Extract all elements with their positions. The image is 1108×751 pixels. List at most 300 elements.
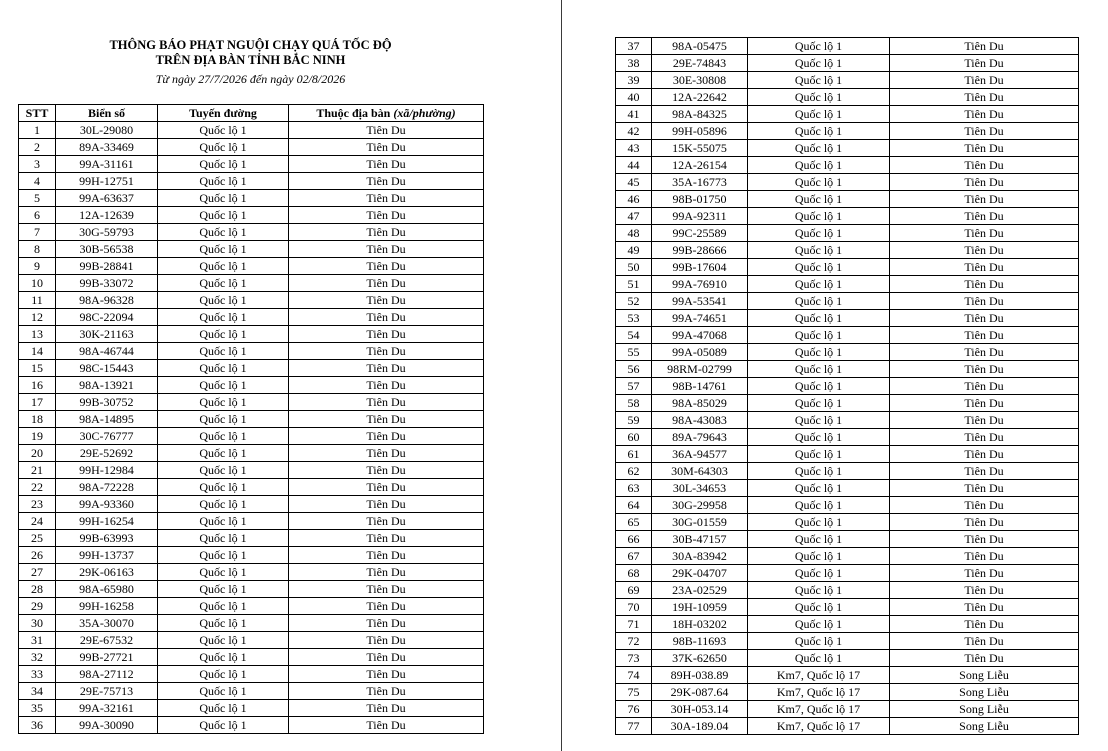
cell-route: Quốc lộ 1 <box>158 360 289 377</box>
table-row <box>616 191 1079 208</box>
cell-stt: 4 <box>19 173 56 190</box>
cell-stt: 35 <box>19 700 56 717</box>
cell-area: Song Liễu <box>890 684 1079 701</box>
cell-plate: 99C-25589 <box>652 225 748 242</box>
table-row <box>616 412 1079 429</box>
cell-plate: 99H-12984 <box>56 462 158 479</box>
cell-area: Tiên Du <box>289 360 484 377</box>
table-row <box>616 378 1079 395</box>
cell-plate: 12A-12639 <box>56 207 158 224</box>
cell-area: Tiên Du <box>890 446 1079 463</box>
cell-plate: 98A-85029 <box>652 395 748 412</box>
cell-plate: 98A-05475 <box>652 38 748 55</box>
cell-plate: 99A-74651 <box>652 310 748 327</box>
header-area-note: (xã/phường) <box>393 105 456 120</box>
cell-route: Km7, Quốc lộ 17 <box>748 667 890 684</box>
cell-plate: 89A-33469 <box>56 139 158 156</box>
cell-plate: 30E-30808 <box>652 72 748 89</box>
cell-stt: 20 <box>19 445 56 462</box>
cell-stt: 12 <box>19 309 56 326</box>
cell-area: Tiên Du <box>890 429 1079 446</box>
cell-area: Tiên Du <box>289 479 484 496</box>
cell-plate: 99A-53541 <box>652 293 748 310</box>
cell-route: Quốc lộ 1 <box>158 343 289 360</box>
cell-route: Quốc lộ 1 <box>158 496 289 513</box>
table-row <box>19 530 484 547</box>
cell-stt: 23 <box>19 496 56 513</box>
cell-area: Tiên Du <box>890 106 1079 123</box>
cell-stt: 29 <box>19 598 56 615</box>
cell-route: Quốc lộ 1 <box>748 191 890 208</box>
cell-area: Tiên Du <box>289 275 484 292</box>
cell-stt: 9 <box>19 258 56 275</box>
cell-route: Quốc lộ 1 <box>158 462 289 479</box>
cell-route: Quốc lộ 1 <box>748 293 890 310</box>
cell-plate: 29E-75713 <box>56 683 158 700</box>
cell-route: Quốc lộ 1 <box>748 123 890 140</box>
cell-stt: 39 <box>616 72 652 89</box>
cell-route: Quốc lộ 1 <box>158 598 289 615</box>
cell-plate: 98C-15443 <box>56 360 158 377</box>
cell-stt: 32 <box>19 649 56 666</box>
cell-route: Quốc lộ 1 <box>158 530 289 547</box>
cell-route: Quốc lộ 1 <box>158 139 289 156</box>
cell-plate: 29E-67532 <box>56 632 158 649</box>
table-row <box>19 377 484 394</box>
cell-stt: 31 <box>19 632 56 649</box>
cell-route: Quốc lộ 1 <box>158 224 289 241</box>
cell-plate: 12A-22642 <box>652 89 748 106</box>
cell-stt: 54 <box>616 327 652 344</box>
table-row <box>19 666 484 683</box>
page-divider <box>561 0 562 751</box>
document-date-range: Từ ngày 27/7/2026 đến ngày 02/8/2026 <box>155 72 346 86</box>
cell-area: Song Liễu <box>890 701 1079 718</box>
cell-area: Tiên Du <box>289 496 484 513</box>
table-row <box>19 717 484 734</box>
cell-route: Quốc lộ 1 <box>158 649 289 666</box>
cell-stt: 70 <box>616 599 652 616</box>
cell-plate: 30G-29958 <box>652 497 748 514</box>
cell-route: Quốc lộ 1 <box>748 157 890 174</box>
cell-plate: 30G-59793 <box>56 224 158 241</box>
cell-plate: 98A-27112 <box>56 666 158 683</box>
cell-plate: 98A-72228 <box>56 479 158 496</box>
table-row <box>616 38 1079 55</box>
table-row <box>19 394 484 411</box>
cell-route: Quốc lộ 1 <box>748 378 890 395</box>
cell-area: Tiên Du <box>890 531 1079 548</box>
cell-area: Tiên Du <box>289 564 484 581</box>
cell-plate: 99B-28841 <box>56 258 158 275</box>
cell-plate: 89A-79643 <box>652 429 748 446</box>
cell-area: Tiên Du <box>890 565 1079 582</box>
cell-area: Tiên Du <box>890 191 1079 208</box>
cell-stt: 18 <box>19 411 56 428</box>
table-row <box>616 72 1079 89</box>
cell-route: Quốc lộ 1 <box>748 565 890 582</box>
cell-plate: 99H-13737 <box>56 547 158 564</box>
cell-route: Quốc lộ 1 <box>748 55 890 72</box>
cell-stt: 13 <box>19 326 56 343</box>
cell-route: Quốc lộ 1 <box>748 463 890 480</box>
table-row <box>616 174 1079 191</box>
cell-area: Tiên Du <box>890 140 1079 157</box>
cell-route: Quốc lộ 1 <box>748 395 890 412</box>
cell-route: Quốc lộ 1 <box>748 106 890 123</box>
cell-route: Quốc lộ 1 <box>158 190 289 207</box>
cell-stt: 40 <box>616 89 652 106</box>
cell-plate: 99A-30090 <box>56 717 158 734</box>
header-route: Tuyến đường <box>158 105 289 122</box>
cell-plate: 99A-47068 <box>652 327 748 344</box>
cell-route: Quốc lộ 1 <box>158 377 289 394</box>
table-row <box>616 327 1079 344</box>
table-row <box>19 547 484 564</box>
table-row <box>616 293 1079 310</box>
cell-area: Tiên Du <box>890 89 1079 106</box>
cell-area: Tiên Du <box>289 632 484 649</box>
cell-plate: 98C-22094 <box>56 309 158 326</box>
cell-stt: 73 <box>616 650 652 667</box>
table-row <box>616 259 1079 276</box>
cell-route: Quốc lộ 1 <box>748 344 890 361</box>
cell-area: Tiên Du <box>289 156 484 173</box>
cell-stt: 57 <box>616 378 652 395</box>
cell-route: Quốc lộ 1 <box>158 122 289 139</box>
table-row <box>19 190 484 207</box>
table-row <box>616 548 1079 565</box>
cell-route: Quốc lộ 1 <box>158 258 289 275</box>
cell-stt: 33 <box>19 666 56 683</box>
cell-route: Quốc lộ 1 <box>158 564 289 581</box>
table-row <box>616 599 1079 616</box>
table-row <box>616 514 1079 531</box>
cell-plate: 99A-31161 <box>56 156 158 173</box>
cell-area: Tiên Du <box>289 241 484 258</box>
cell-plate: 99A-92311 <box>652 208 748 225</box>
cell-area: Tiên Du <box>890 225 1079 242</box>
header-plate: Biển số <box>56 105 158 122</box>
cell-route: Quốc lộ 1 <box>748 446 890 463</box>
cell-route: Quốc lộ 1 <box>748 514 890 531</box>
cell-stt: 52 <box>616 293 652 310</box>
cell-stt: 8 <box>19 241 56 258</box>
cell-stt: 59 <box>616 412 652 429</box>
table-row <box>616 106 1079 123</box>
cell-plate: 29K-04707 <box>652 565 748 582</box>
cell-plate: 98RM-02799 <box>652 361 748 378</box>
cell-area: Tiên Du <box>289 292 484 309</box>
table-row <box>616 701 1079 718</box>
cell-area: Tiên Du <box>890 327 1079 344</box>
cell-plate: 98A-65980 <box>56 581 158 598</box>
table-row <box>19 292 484 309</box>
cell-plate: 30M-64303 <box>652 463 748 480</box>
cell-plate: 98A-13921 <box>56 377 158 394</box>
cell-plate: 29E-74843 <box>652 55 748 72</box>
table-row <box>19 615 484 632</box>
cell-stt: 11 <box>19 292 56 309</box>
table-row <box>616 361 1079 378</box>
table-row <box>19 258 484 275</box>
table-row <box>19 326 484 343</box>
cell-plate: 98A-43083 <box>652 412 748 429</box>
table-row <box>616 157 1079 174</box>
cell-stt: 28 <box>19 581 56 598</box>
cell-plate: 99B-28666 <box>652 242 748 259</box>
cell-route: Quốc lộ 1 <box>158 241 289 258</box>
cell-route: Quốc lộ 1 <box>158 632 289 649</box>
cell-stt: 37 <box>616 38 652 55</box>
cell-plate: 99A-93360 <box>56 496 158 513</box>
table-row <box>616 497 1079 514</box>
cell-stt: 69 <box>616 582 652 599</box>
cell-route: Km7, Quốc lộ 17 <box>748 718 890 735</box>
cell-area: Tiên Du <box>890 310 1079 327</box>
cell-plate: 99B-30752 <box>56 394 158 411</box>
cell-area: Tiên Du <box>890 633 1079 650</box>
cell-stt: 64 <box>616 497 652 514</box>
cell-plate: 30B-47157 <box>652 531 748 548</box>
cell-stt: 72 <box>616 633 652 650</box>
cell-stt: 2 <box>19 139 56 156</box>
cell-area: Tiên Du <box>289 139 484 156</box>
cell-area: Tiên Du <box>890 480 1079 497</box>
cell-stt: 30 <box>19 615 56 632</box>
document-title-line2: TRÊN ĐỊA BÀN TỈNH BẮC NINH <box>155 53 346 67</box>
table-row <box>616 718 1079 735</box>
cell-area: Tiên Du <box>890 650 1079 667</box>
table-row <box>19 700 484 717</box>
cell-area: Tiên Du <box>890 157 1079 174</box>
table-row <box>19 564 484 581</box>
cell-route: Quốc lộ 1 <box>158 717 289 734</box>
cell-stt: 1 <box>19 122 56 139</box>
cell-plate: 30G-01559 <box>652 514 748 531</box>
table-row <box>19 598 484 615</box>
table-row <box>19 462 484 479</box>
cell-area: Tiên Du <box>289 122 484 139</box>
cell-plate: 35A-30070 <box>56 615 158 632</box>
cell-stt: 19 <box>19 428 56 445</box>
cell-plate: 99H-16254 <box>56 513 158 530</box>
cell-area: Tiên Du <box>289 326 484 343</box>
cell-area: Tiên Du <box>289 428 484 445</box>
table-row <box>19 428 484 445</box>
table-row <box>19 683 484 700</box>
cell-stt: 66 <box>616 531 652 548</box>
cell-plate: 30B-56538 <box>56 241 158 258</box>
cell-stt: 65 <box>616 514 652 531</box>
cell-route: Quốc lộ 1 <box>748 480 890 497</box>
cell-area: Tiên Du <box>890 123 1079 140</box>
cell-plate: 99H-05896 <box>652 123 748 140</box>
cell-area: Tiên Du <box>890 412 1079 429</box>
cell-plate: 36A-94577 <box>652 446 748 463</box>
table-row <box>616 565 1079 582</box>
table-header-row <box>19 105 484 122</box>
cell-route: Quốc lộ 1 <box>158 326 289 343</box>
cell-stt: 60 <box>616 429 652 446</box>
cell-area: Tiên Du <box>289 377 484 394</box>
header-area-main: Thuộc địa bàn <box>316 105 394 120</box>
cell-area: Song Liễu <box>890 667 1079 684</box>
table-row <box>616 446 1079 463</box>
cell-area: Tiên Du <box>289 224 484 241</box>
table-row <box>616 480 1079 497</box>
cell-route: Quốc lộ 1 <box>748 497 890 514</box>
table-row <box>19 207 484 224</box>
cell-stt: 38 <box>616 55 652 72</box>
cell-area: Tiên Du <box>289 258 484 275</box>
cell-area: Song Liễu <box>890 718 1079 735</box>
cell-route: Quốc lộ 1 <box>748 412 890 429</box>
cell-route: Quốc lộ 1 <box>158 428 289 445</box>
cell-stt: 6 <box>19 207 56 224</box>
cell-route: Quốc lộ 1 <box>748 361 890 378</box>
cell-area: Tiên Du <box>890 395 1079 412</box>
table-row <box>616 55 1079 72</box>
cell-route: Quốc lộ 1 <box>158 309 289 326</box>
cell-stt: 56 <box>616 361 652 378</box>
cell-route: Quốc lộ 1 <box>748 208 890 225</box>
cell-stt: 44 <box>616 157 652 174</box>
cell-stt: 16 <box>19 377 56 394</box>
cell-plate: 29K-087.64 <box>652 684 748 701</box>
table-row <box>19 649 484 666</box>
cell-stt: 77 <box>616 718 652 735</box>
cell-route: Quốc lộ 1 <box>748 429 890 446</box>
table-row <box>19 156 484 173</box>
table-row <box>616 225 1079 242</box>
cell-area: Tiên Du <box>890 276 1079 293</box>
table-row <box>616 667 1079 684</box>
cell-area: Tiên Du <box>890 463 1079 480</box>
cell-plate: 99H-16258 <box>56 598 158 615</box>
cell-stt: 48 <box>616 225 652 242</box>
cell-route: Quốc lộ 1 <box>748 276 890 293</box>
table-row <box>19 496 484 513</box>
cell-area: Tiên Du <box>890 208 1079 225</box>
cell-area: Tiên Du <box>890 38 1079 55</box>
cell-area: Tiên Du <box>289 190 484 207</box>
table-row <box>19 411 484 428</box>
cell-stt: 45 <box>616 174 652 191</box>
table-row <box>616 242 1079 259</box>
cell-area: Tiên Du <box>289 207 484 224</box>
table-row <box>616 276 1079 293</box>
cell-area: Tiên Du <box>890 548 1079 565</box>
cell-plate: 15K-55075 <box>652 140 748 157</box>
cell-area: Tiên Du <box>890 293 1079 310</box>
table-row <box>616 395 1079 412</box>
cell-area: Tiên Du <box>289 343 484 360</box>
cell-stt: 61 <box>616 446 652 463</box>
cell-route: Quốc lộ 1 <box>158 394 289 411</box>
cell-plate: 98A-46744 <box>56 343 158 360</box>
table-row <box>616 310 1079 327</box>
cell-route: Quốc lộ 1 <box>748 582 890 599</box>
cell-stt: 14 <box>19 343 56 360</box>
cell-stt: 7 <box>19 224 56 241</box>
cell-plate: 18H-03202 <box>652 616 748 633</box>
cell-area: Tiên Du <box>890 378 1079 395</box>
cell-stt: 36 <box>19 717 56 734</box>
cell-plate: 99B-63993 <box>56 530 158 547</box>
table-row <box>616 463 1079 480</box>
cell-plate: 23A-02529 <box>652 582 748 599</box>
cell-stt: 76 <box>616 701 652 718</box>
cell-route: Quốc lộ 1 <box>158 207 289 224</box>
cell-area: Tiên Du <box>289 411 484 428</box>
cell-stt: 49 <box>616 242 652 259</box>
cell-route: Quốc lộ 1 <box>748 38 890 55</box>
cell-stt: 26 <box>19 547 56 564</box>
cell-route: Quốc lộ 1 <box>748 225 890 242</box>
cell-plate: 98B-14761 <box>652 378 748 395</box>
cell-stt: 53 <box>616 310 652 327</box>
cell-stt: 47 <box>616 208 652 225</box>
cell-area: Tiên Du <box>890 599 1079 616</box>
cell-plate: 98B-11693 <box>652 633 748 650</box>
cell-area: Tiên Du <box>890 174 1079 191</box>
cell-plate: 30H-053.14 <box>652 701 748 718</box>
cell-plate: 35A-16773 <box>652 174 748 191</box>
cell-plate: 99B-27721 <box>56 649 158 666</box>
header-area <box>289 105 484 122</box>
cell-plate: 30A-189.04 <box>652 718 748 735</box>
cell-route: Quốc lộ 1 <box>158 275 289 292</box>
cell-stt: 25 <box>19 530 56 547</box>
cell-plate: 98A-14895 <box>56 411 158 428</box>
table-row <box>616 633 1079 650</box>
cell-plate: 99A-76910 <box>652 276 748 293</box>
cell-plate: 29K-06163 <box>56 564 158 581</box>
cell-route: Quốc lộ 1 <box>748 310 890 327</box>
cell-stt: 27 <box>19 564 56 581</box>
table-row <box>616 616 1079 633</box>
cell-route: Quốc lộ 1 <box>748 89 890 106</box>
cell-route: Quốc lộ 1 <box>748 174 890 191</box>
cell-plate: 30C-76777 <box>56 428 158 445</box>
cell-area: Tiên Du <box>890 242 1079 259</box>
cell-route: Quốc lộ 1 <box>748 72 890 89</box>
cell-stt: 58 <box>616 395 652 412</box>
cell-route: Quốc lộ 1 <box>748 650 890 667</box>
cell-area: Tiên Du <box>890 514 1079 531</box>
cell-route: Quốc lộ 1 <box>158 445 289 462</box>
table-row <box>19 632 484 649</box>
cell-stt: 43 <box>616 140 652 157</box>
cell-plate: 37K-62650 <box>652 650 748 667</box>
cell-route: Quốc lộ 1 <box>158 513 289 530</box>
table-row <box>616 344 1079 361</box>
cell-area: Tiên Du <box>289 666 484 683</box>
table-row <box>19 275 484 292</box>
cell-area: Tiên Du <box>890 72 1079 89</box>
cell-area: Tiên Du <box>289 394 484 411</box>
cell-stt: 67 <box>616 548 652 565</box>
cell-route: Quốc lộ 1 <box>158 581 289 598</box>
cell-route: Quốc lộ 1 <box>158 547 289 564</box>
cell-route: Quốc lộ 1 <box>748 531 890 548</box>
cell-stt: 10 <box>19 275 56 292</box>
cell-route: Quốc lộ 1 <box>158 615 289 632</box>
cell-plate: 99H-12751 <box>56 173 158 190</box>
table-row <box>19 224 484 241</box>
cell-route: Quốc lộ 1 <box>748 616 890 633</box>
